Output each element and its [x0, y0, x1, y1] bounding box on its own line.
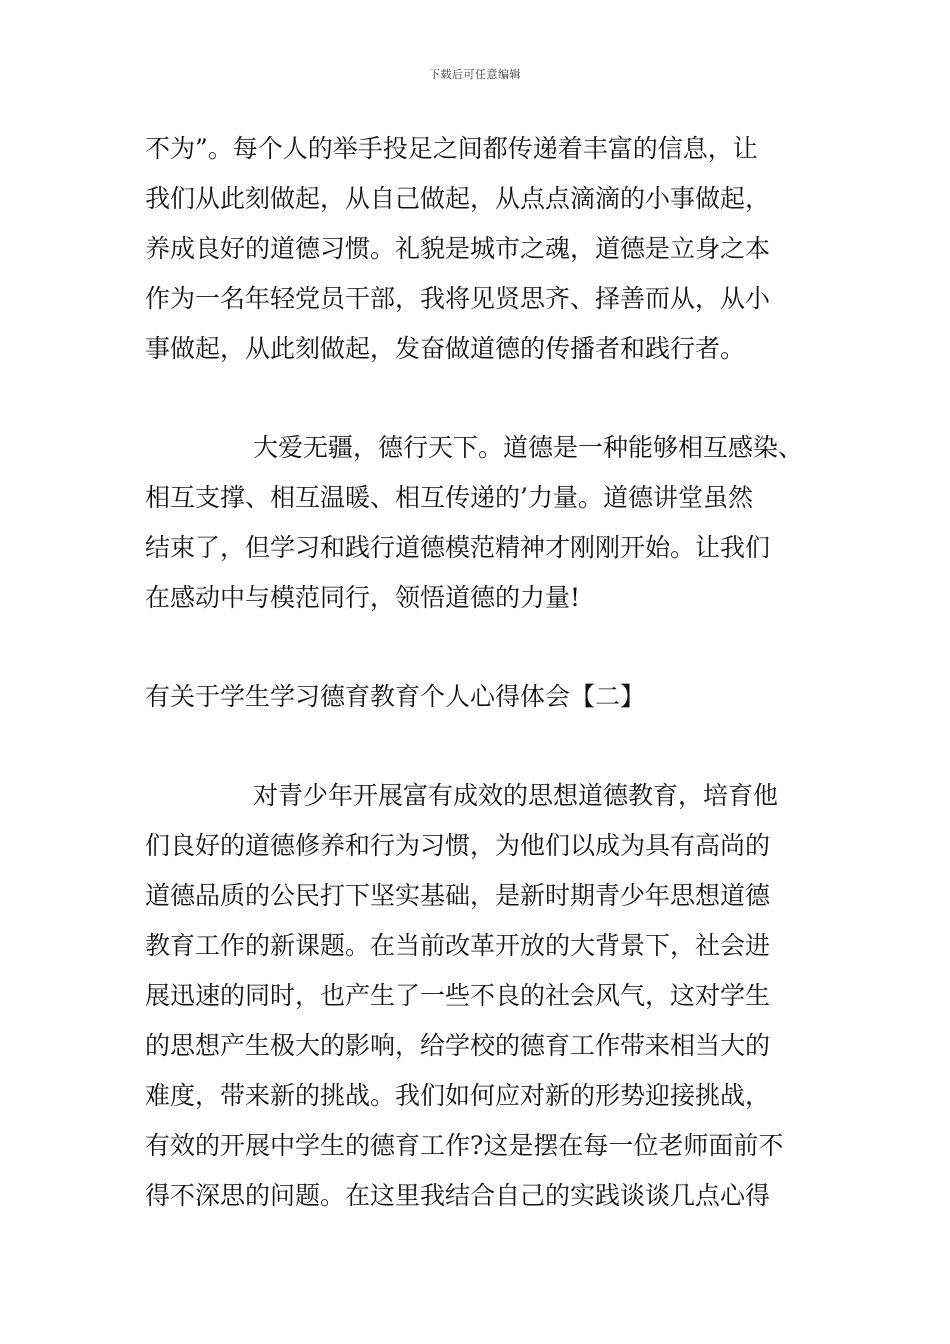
- text-line: 得不深思的问题。在这里我结合自己的实践谈谈几点心得: [145, 1181, 771, 1210]
- text-line: 展迅速的同时，也产生了一些不良的社会风气，这对学生: [145, 981, 771, 1010]
- text-line: 结束了，但学习和践行道德模范精神才刚刚开始。让我们: [145, 533, 771, 562]
- text-line: 道德品质的公民打下坚实基础，是新时期青少年思想道德: [145, 881, 771, 910]
- text-line: 相互支撑、相互温暖、相互传递的’力量。道德讲堂虽然: [145, 483, 753, 512]
- text-line: 养成良好的道德习惯。礼貌是城市之魂，道德是立身之本: [145, 234, 771, 263]
- text-line: 事做起，从此刻做起，发奋做道德的传播者和践行者。: [145, 334, 746, 363]
- text-line: 不为”。每个人的举手投足之间都传递着丰富的信息，让: [145, 134, 758, 163]
- text-line: 作为一名年轻党员干部，我将见贤思齐、择善而从，从小: [145, 284, 771, 313]
- text-line: 教育工作的新课题。在当前改革开放的大背景下，社会进: [145, 931, 771, 960]
- text-line: 的思想产生极大的影响，给学校的德育工作带来相当大的: [145, 1031, 771, 1060]
- text-line: 对青少年开展富有成效的思想道德教育，培育他: [253, 781, 779, 810]
- text-line: 大爱无疆，德行天下。道德是一种能够相互感染、: [253, 433, 804, 462]
- text-line: 我们从此刻做起，从自己做起，从点点滴滴的小事做起，: [145, 184, 771, 213]
- page-header: 下载后可任意编辑: [429, 68, 521, 81]
- text-line: 在感动中与模范同行，领悟道德的力量!: [145, 583, 581, 612]
- text-line: 有效的开展中学生的德育工作?这是摆在每一位老师面前不: [145, 1131, 784, 1160]
- text-line: 难度，带来新的挑战。我们如何应对新的形势迎接挑战，: [145, 1081, 771, 1110]
- section-heading: 有关于学生学习德育教育个人心得体会【二】: [145, 682, 646, 711]
- text-line: 们良好的道德修养和行为习惯，为他们以成为具有高尚的: [145, 831, 771, 860]
